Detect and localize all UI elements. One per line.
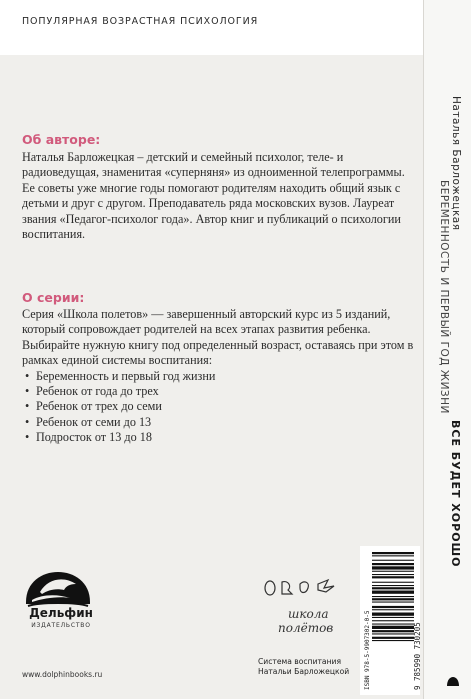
series-logo-text-1: школа [288, 607, 329, 621]
barcode-bar [372, 552, 414, 554]
barcode-bar [372, 582, 414, 583]
about-series-paragraph: Серия «Школа полетов» — завершенный авторский курс из 5 изданий, который сопровождает родителей на всех этапах развития ребенка. Выбирайте нужную книгу под определенный возраст, оставаясь при этом в рамках единой системы воспитания: [22, 307, 414, 368]
barcode-bar [372, 626, 414, 629]
spine-title: БЕРЕМЕННОСТЬ И ПЕРВЫЙ ГОД ЖИЗНИ [438, 180, 450, 414]
barcode-bar [372, 596, 414, 597]
spine-series: ВСЕ БУДЕТ ХОРОШО [449, 420, 462, 568]
isbn-label: ISBN 978-5-9907302-0-5 [364, 610, 371, 690]
series-tagline-2: Натальи Барложецкой [258, 667, 350, 676]
barcode-bar [372, 566, 414, 569]
book-list-item: • Ребенок от семи до 13 [22, 415, 417, 430]
barcode-bar [372, 637, 414, 639]
series-logo-text-2: полётов [278, 621, 334, 635]
barcode-bar [372, 587, 414, 589]
book-list [22, 369, 417, 446]
barcode-bar [372, 609, 414, 610]
publisher-name: Дельфин [29, 606, 93, 620]
top-band [0, 0, 471, 55]
barcode-bar [372, 576, 414, 578]
barcode-bar [372, 574, 414, 575]
about-series-text [22, 307, 417, 446]
series-tagline-1: Система воспитания [258, 657, 342, 666]
barcode-bar [372, 630, 414, 632]
series-label: ПОПУЛЯРНАЯ ВОЗРАСТНАЯ ПСИХОЛОГИЯ [22, 16, 259, 27]
barcode-bar [372, 633, 414, 634]
barcode-bar [372, 555, 414, 556]
about-author-paragraph: Наталья Барложецкая – детский и семейный психолог, теле- и радиоведущая, знаменитая «суперняня» из одноименной телепрограммы. Ее советы уже многие годы помогают родителям находить общий язык с детьми и друг с другом. Преподаватель ряда московских вузов. Лауреат звания «Педагог-психолог года». Автор книг и публикаций о психологии воспитания. [22, 150, 405, 242]
publisher-website: www.dolphinbooks.ru [22, 670, 103, 679]
barcode-bar [372, 585, 414, 586]
series-logo-icon [252, 578, 352, 648]
spine-logo-icon [445, 668, 461, 688]
about-author-text [22, 150, 417, 242]
spine-author: Наталья Барложецкая [450, 96, 462, 231]
barcode-number: 9 785990 730205 [413, 622, 422, 690]
barcode-bar [372, 602, 414, 603]
barcode-bar [372, 640, 414, 641]
book-list-item: • Подросток от 13 до 18 [22, 430, 417, 445]
barcode-bar [372, 620, 414, 621]
barcode-bar [372, 617, 414, 618]
barcode-bar [372, 591, 414, 594]
barcode-bar [372, 560, 414, 561]
barcode-bar [372, 598, 414, 600]
barcode-bar [372, 563, 414, 565]
book-list-item: • Беременность и первый год жизни [22, 369, 417, 384]
barcode-bar [372, 571, 414, 572]
about-series-heading: О серии: [22, 290, 85, 305]
publisher-subtitle: ИЗДАТЕЛЬСТВО [31, 622, 91, 629]
book-list-item: • Ребенок от трех до семи [22, 399, 417, 414]
barcode-bar [372, 624, 414, 625]
barcode-bar [372, 606, 414, 608]
barcode-bar [372, 613, 414, 616]
book-list-item: • Ребенок от года до трех [22, 384, 417, 399]
about-author-heading: Об авторе: [22, 132, 101, 147]
